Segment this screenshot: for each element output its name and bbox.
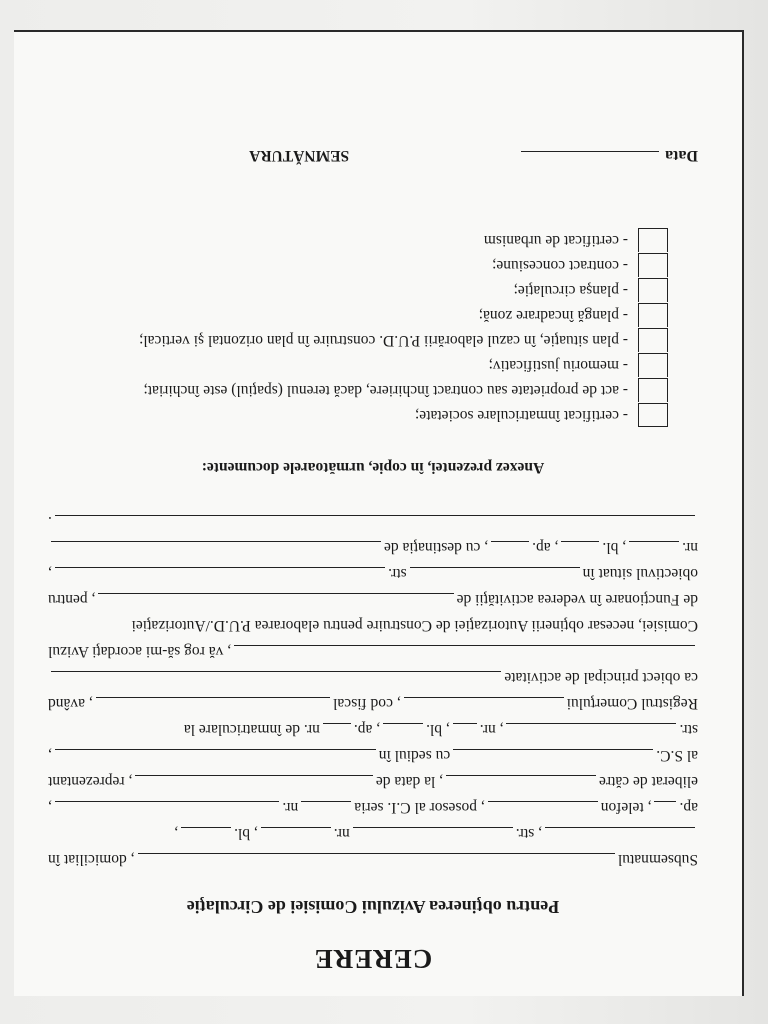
label-subsemnatul: Subsemnatul [617,851,698,868]
label-nr-inmatriculare: nr. de înmatriculare la [183,721,320,738]
document-content [48,146,698,974]
document-label: - act de proprietate sau contract închiriere, dacă terenul (spaţiul) este închiriat; [143,382,628,400]
checkbox[interactable] [638,304,668,328]
form-line-7 [48,690,698,716]
issuer-field[interactable] [446,775,596,777]
form-line-10 [48,612,698,638]
objective-street-field[interactable] [55,567,385,569]
signature-label: SEMNĂTURA [249,147,350,164]
objective-number-field[interactable] [629,541,679,543]
label-ap: ap. [679,799,698,816]
label-telefon: , telefon [600,799,652,816]
label-registrul: Registrul Comerţului [566,695,698,712]
company-ap-field[interactable] [323,723,351,725]
form-line-6 [48,716,698,742]
ap-field[interactable] [654,801,676,803]
label-ap: , ap. [532,539,559,556]
form-line-14 [48,508,698,534]
form-line-9 [48,638,698,664]
label-number: nr. [333,825,350,842]
form-line-3 [48,794,698,820]
objective-location-field[interactable] [410,567,580,569]
label-ci-nr: nr. [282,799,299,816]
destination-field[interactable] [51,541,381,543]
label-sediu: cu sediul în [378,747,451,764]
label-str: str. [679,721,698,738]
label-functionare: de Funcţionare în vederea activităţii de [456,591,698,608]
document-title: CERERE [313,944,433,974]
label-pentru: , pentru [48,591,96,608]
number-field[interactable] [261,827,331,829]
list-item [48,403,668,428]
form-line-12 [48,560,698,586]
form-line-13 [48,534,698,560]
comma: , [48,565,52,582]
label-street: , str. [515,825,542,842]
label-ap: , ap. [353,721,381,738]
ci-series-field[interactable] [301,801,351,803]
form-line-2 [48,820,698,846]
company-block-field[interactable] [383,723,423,725]
list-item [48,353,668,378]
ci-number-field[interactable] [55,801,279,803]
document-label: - contract concesiune; [492,257,628,275]
date-signature-row [48,146,698,164]
company-number-field[interactable] [453,723,477,725]
label-bl: , bl. [426,721,450,738]
label-bl: , bl. [602,539,627,556]
form-line-8 [48,664,698,690]
document-page [14,30,744,996]
block-field[interactable] [181,827,231,829]
list-item [48,303,668,328]
company-street-field[interactable] [506,723,676,725]
checkbox[interactable] [638,329,668,353]
label-data-emitere: , la data de [375,773,444,790]
document-label: - plangă încadrare zonă; [478,307,628,325]
checkbox[interactable] [638,229,668,253]
annex-title: Anexez prezentei, în copie, următoarele documente: [201,459,545,476]
date-label: Data [665,147,698,164]
locality-field[interactable] [545,827,695,829]
document-label: - plan situaţie, în cazul elaborării P.U.D. construire în plan orizontal şi vertical; [139,332,628,350]
document-label: - certificat înmatriculare societate; [414,407,628,425]
form-line-4 [48,768,698,794]
fiscal-code-field[interactable] [96,697,330,699]
label-obiect-activitate: ca obiect principal de activitate [504,669,698,686]
list-item [48,278,668,303]
label-destinatia: , cu destinaţia de [383,539,489,556]
company-field[interactable] [453,749,653,751]
checkbox[interactable] [638,379,668,403]
form-line-11 [48,586,698,612]
label-domiciliat: , domiciliat în [48,851,135,868]
purpose-activity-field[interactable] [98,593,453,595]
list-item [48,328,668,353]
checkbox[interactable] [638,279,668,303]
phone-field[interactable] [488,801,598,803]
list-item [48,228,668,253]
list-item [48,253,668,278]
document-subtitle: Pentru obţinerea Avizului Comisiei de Circulaţie [186,897,560,917]
checkbox[interactable] [638,354,668,378]
label-nr: nr. [682,539,698,556]
label-obiectiv-situat: obiectivul situat în [582,565,698,582]
label-str: str. [388,565,407,582]
checkbox[interactable] [638,254,668,278]
label-sc: al S.C. [656,747,698,764]
list-item [48,378,668,403]
activity-continued-field[interactable] [234,645,695,647]
name-field[interactable] [138,853,615,855]
checkbox[interactable] [638,404,668,428]
label-nr: , nr. [479,721,504,738]
date-field[interactable] [521,151,659,152]
registry-number-field[interactable] [404,697,564,699]
period: . [48,513,52,530]
label-block: , bl. [234,825,258,842]
activity-field[interactable] [51,671,501,673]
label-comisiei: Comisiei, necesar obţinerii Autorizaţiei de Construire pentru elaborarea P.U.D./Autorizaţiei [131,617,698,634]
form-line-1 [48,846,698,872]
label-eliberat: eliberat de către [599,773,698,790]
document-label: - memoriu justificativ; [488,357,628,375]
documents-list [48,228,668,428]
form-line-5 [48,742,698,768]
comma: , [48,799,52,816]
objective-ap-field[interactable] [491,541,529,543]
objective-block-field[interactable] [561,541,599,543]
label-reprezentant: , reprezentant [48,773,133,790]
headquarters-field[interactable] [55,749,376,751]
label-avand: , având [48,695,93,712]
issue-date-field[interactable] [135,775,373,777]
document-label: - certificat de urbanism [483,232,628,250]
comma: , [48,747,52,764]
label-va-rog: , vă rog să-mi acordaţi Avizul [48,643,232,660]
label-ci-seria: , posesor al C.I. seria [354,799,485,816]
label-cod-fiscal: , cod fiscal [333,695,401,712]
comma: , [174,825,179,842]
street-field[interactable] [353,827,513,829]
destination-continued-field[interactable] [55,515,695,517]
document-label: - planşa circulaţie; [513,282,628,300]
